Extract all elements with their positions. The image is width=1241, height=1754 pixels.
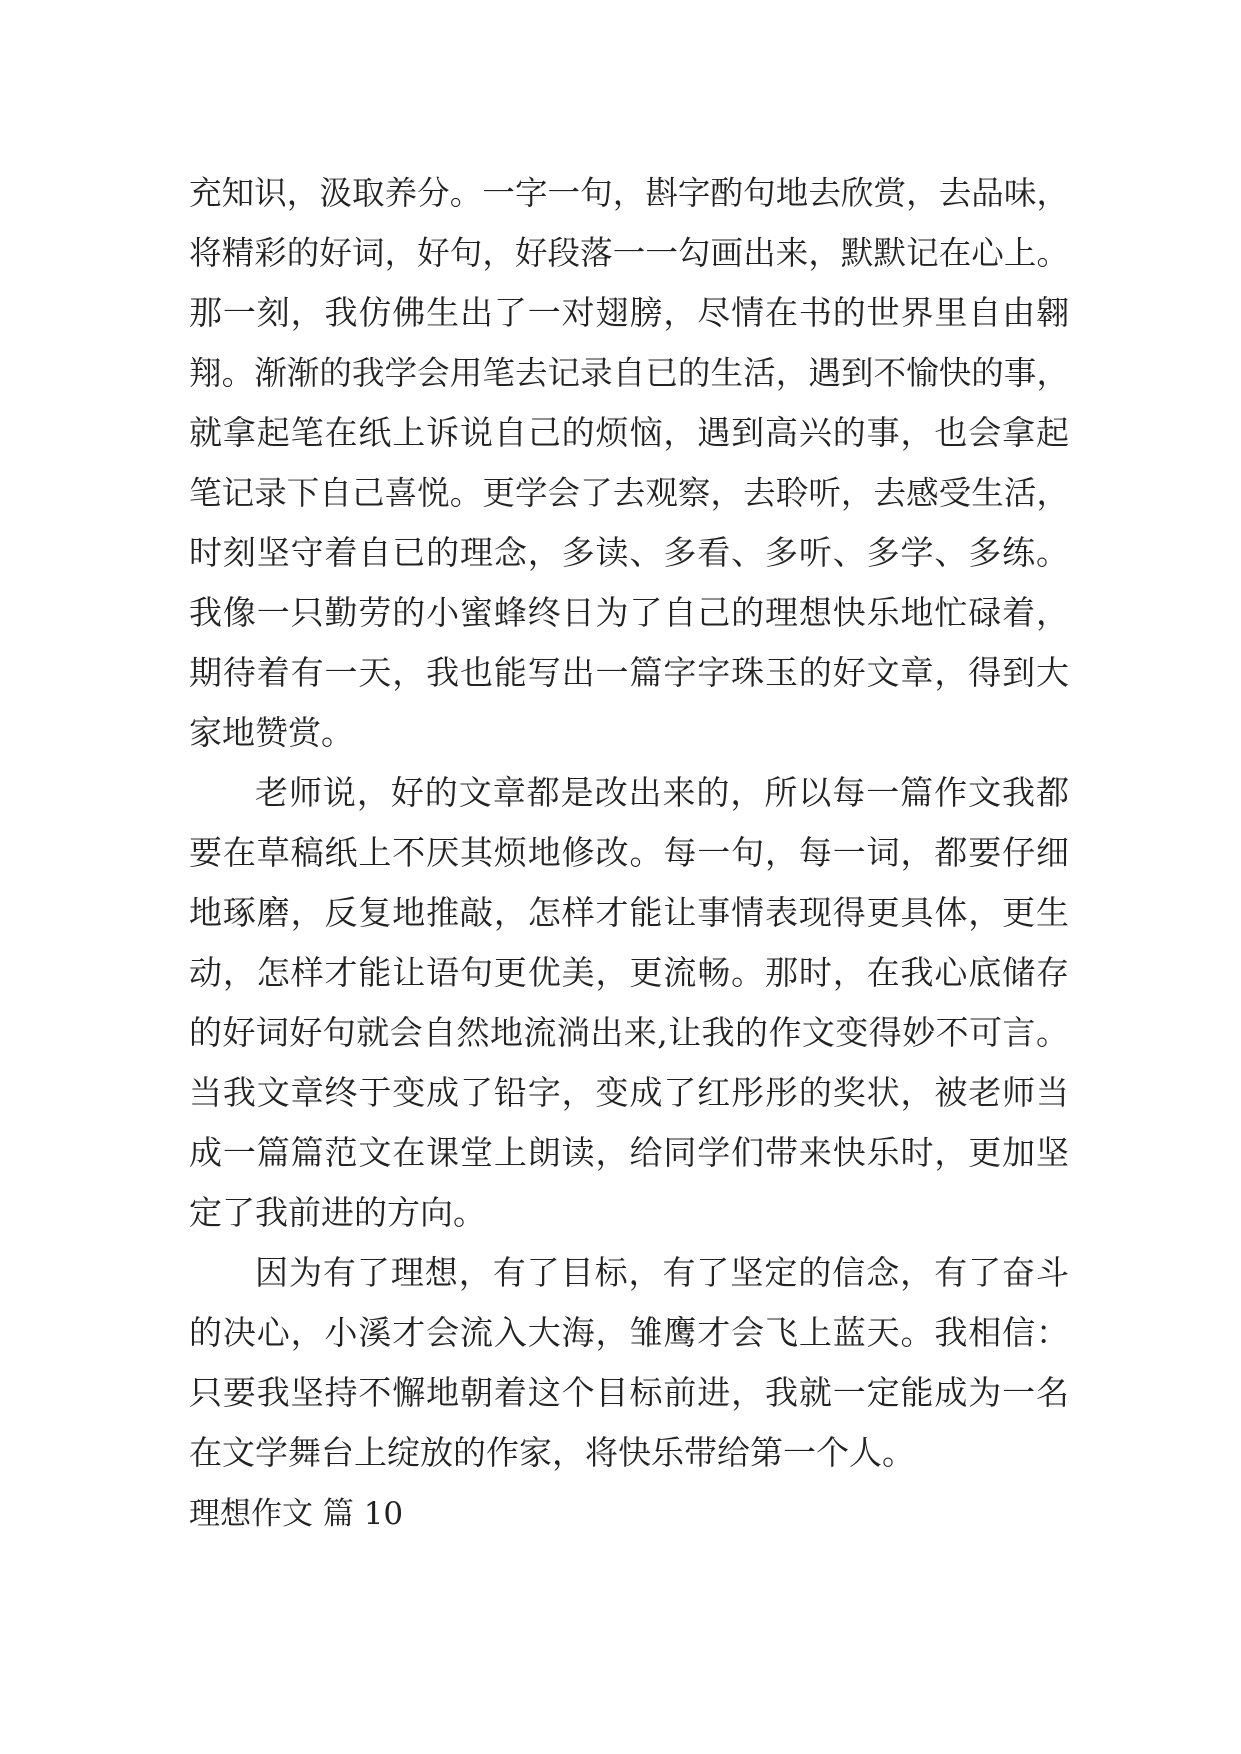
- paragraph-1: [189, 163, 1069, 763]
- text-line: 我像一只勤劳的小蜜蜂终日为了自己的理想快乐地忙碌着，: [189, 593, 1069, 632]
- text-line: 充知识，汲取养分。一字一句，斟字酌句地去欣赏，去品味，: [189, 174, 1069, 212]
- text-line: 的决心，小溪才会流入大海，雏鹰才会飞上蓝天。我相信：: [189, 1313, 1069, 1352]
- text-line: 在文学舞台上绽放的作家，将快乐带给第一个人。: [189, 1433, 915, 1472]
- text-line: 只要我坚持不懈地朝着这个目标前进，我就一定能成为一名: [189, 1373, 1069, 1412]
- text-line: 翔。渐渐的我学会用笔去记录自已的生活，遇到不愉快的事，: [189, 354, 1069, 392]
- text-line: 因为有了理想，有了目标，有了坚定的信念，有了奋斗: [255, 1253, 1069, 1292]
- paragraph-3: [189, 1243, 1069, 1483]
- body-text: [189, 163, 1069, 1483]
- text-line: 那一刻，我仿佛生出了一对翅膀，尽情在书的世界里自由翱: [189, 293, 1069, 332]
- text-line: 动，怎样才能让语句更优美，更流畅。那时，在我心底储存: [189, 953, 1069, 992]
- text-line: 老师说，好的文章都是改出来的，所以每一篇作文我都: [255, 773, 1069, 812]
- section-heading: 理想作文 篇 10: [189, 1496, 404, 1532]
- text-line: 将精彩的好词，好句，好段落一一勾画出来，默默记在心上。: [189, 234, 1069, 272]
- text-line: 当我文章终于变成了铅字，变成了红彤彤的奖状，被老师当: [189, 1073, 1069, 1112]
- text-line: 就拿起笔在纸上诉说自己的烦恼，遇到高兴的事，也会拿起: [189, 413, 1069, 452]
- text-line: 定了我前进的方向。: [189, 1193, 486, 1232]
- paragraph-2: [189, 763, 1069, 1243]
- text-line: 地琢磨，反复地推敲，怎样才能让事情表现得更具体，更生: [189, 893, 1069, 932]
- text-line: 家地赞赏。: [189, 713, 354, 752]
- text-line: 期待着有一天，我也能写出一篇字字珠玉的好文章，得到大: [189, 653, 1069, 692]
- text-line: 时刻坚守着自已的理念，多读、多看、多听、多学、多练。: [189, 533, 1069, 572]
- text-line: 笔记录下自己喜悦。更学会了去观察，去聆听，去感受生活，: [189, 474, 1069, 512]
- text-line: 要在草稿纸上不厌其烦地修改。每一句，每一词，都要仔细: [189, 833, 1069, 872]
- text-line: 的好词好句就会自然地流淌出来,让我的作文变得妙不可言。: [189, 1013, 1069, 1052]
- text-line: 成一篇篇范文在课堂上朗读，给同学们带来快乐时，更加坚: [189, 1133, 1069, 1172]
